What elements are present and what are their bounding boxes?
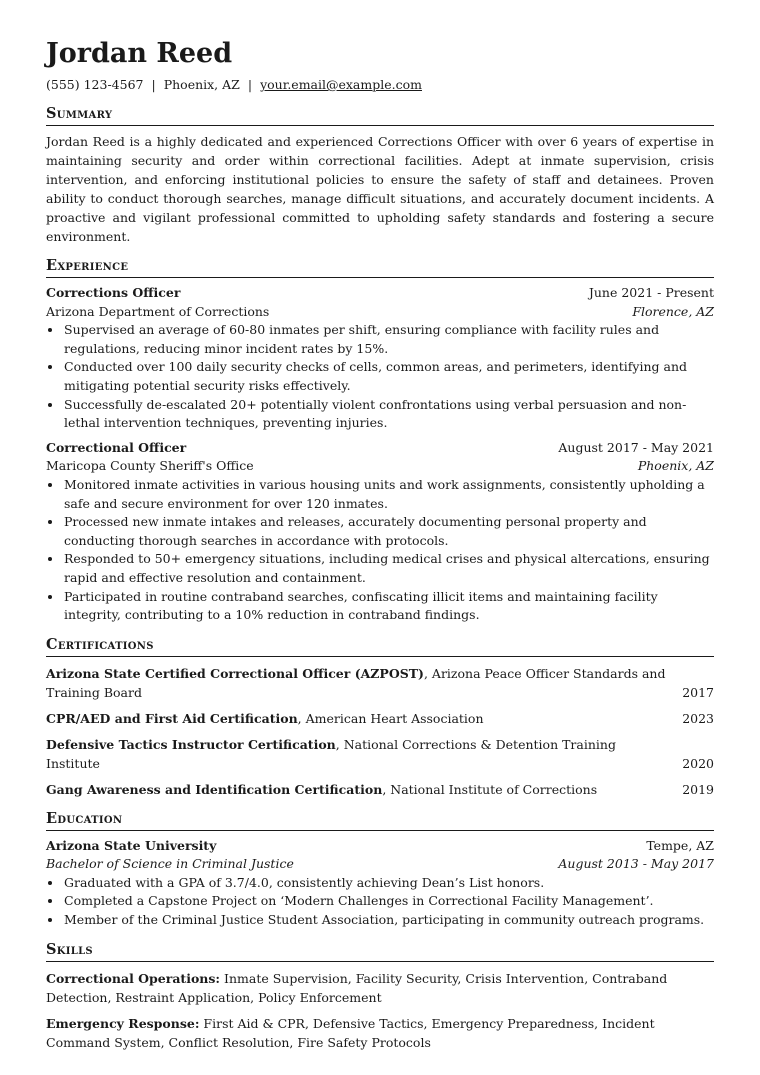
- section-title-experience: Experience: [46, 256, 714, 278]
- separator: |: [247, 77, 253, 92]
- bullet-item: • Member of the Criminal Justice Student Association, participating in community outreach programs.: [63, 911, 714, 930]
- job-dates: June 2021 - Present: [588, 285, 714, 300]
- job-organization: Maricopa County Sheriff's Office: [46, 458, 254, 474]
- skill-group: [46, 969, 714, 1007]
- phone-number: (555) 123-4567: [46, 77, 144, 92]
- degree: Bachelor of Science in Criminal Justice: [46, 856, 294, 872]
- certification-issuer: , Arizona Peace Officer Standards and Training Board: [46, 665, 666, 700]
- skill-group-label: Correctional Operations:: [46, 970, 221, 986]
- bullet-item: • Completed a Capstone Project on ‘Modern Challenges in Correctional Facility Management’.: [63, 892, 714, 911]
- section-title-education: Education: [46, 809, 714, 831]
- bullet-item: • Processed new inmate intakes and releases, accurately documenting personal property and conducting thorough searches in accordance with protocols.: [63, 513, 714, 550]
- school-name: Arizona State University: [46, 837, 217, 853]
- skill-group-text: First Aid & CPR, Defensive Tactics, Emergency Preparedness, Incident Command System, Conflict Resolution, Fire Safety Protocols: [46, 1015, 655, 1050]
- bullet-item: • Responded to 50+ emergency situations, including medical crises and physical altercations, ensuring rapid and effective resolution and containment.: [63, 550, 714, 587]
- bullet-item: • Conducted over 100 daily security checks of cells, common areas, and perimeters, identifying and mitigating potential security risks effectively.: [63, 358, 714, 395]
- section-title-skills: Skills: [46, 940, 714, 962]
- job-bullets: [46, 476, 714, 625]
- job-entry: [46, 284, 714, 433]
- certification-name: Gang Awareness and Identification Certification: [46, 781, 383, 797]
- certification-name: CPR/AED and First Aid Certification: [46, 710, 298, 726]
- certification-item: [46, 780, 714, 799]
- contact-line: [46, 76, 714, 94]
- education-dates: August 2013 - May 2017: [558, 856, 714, 872]
- certification-year: 2019: [682, 781, 714, 797]
- location: Phoenix, AZ: [163, 77, 240, 92]
- job-entry: [46, 439, 714, 625]
- job-role: Corrections Officer: [46, 285, 181, 300]
- skill-group-text: Inmate Supervision, Facility Security, Crisis Intervention, Contraband Detection, Restraint Application, Policy Enforcement: [46, 970, 668, 1005]
- email-link[interactable]: your.email@example.com: [260, 77, 422, 92]
- certification-item: [46, 664, 714, 702]
- education-bullets: [46, 874, 714, 930]
- education-entry: [46, 837, 714, 930]
- certification-issuer: , National Corrections & Detention Training Institute: [46, 736, 616, 771]
- job-bullets: [46, 321, 714, 433]
- section-title-certifications: Certifications: [46, 635, 714, 657]
- certification-item: [46, 735, 714, 773]
- certification-issuer: , American Heart Association: [297, 710, 484, 726]
- job-role: Correctional Officer: [46, 439, 187, 455]
- candidate-name: Jordan Reed: [46, 38, 233, 69]
- job-location: Phoenix, AZ: [637, 458, 714, 474]
- certification-issuer: , National Institute of Corrections: [382, 781, 598, 797]
- job-location: Florence, AZ: [632, 303, 714, 319]
- certification-year: 2023: [682, 710, 714, 726]
- certification-year: 2020: [682, 755, 714, 771]
- bullet-item: • Supervised an average of 60-80 inmates per shift, ensuring compliance with facility rules and regulations, reducing minor incident rates by 15%.: [63, 321, 714, 358]
- bullet-item: • Successfully de-escalated 20+ potentially violent confrontations using verbal persuasion and non-lethal intervention techniques, preventing injuries.: [63, 396, 714, 433]
- bullet-item: • Monitored inmate activities in various housing units and work assignments, consistently upholding a safe and secure environment for over 120 inmates.: [63, 476, 714, 513]
- section-title-summary: Summary: [46, 104, 714, 126]
- certification-name: Defensive Tactics Instructor Certification: [46, 736, 336, 752]
- separator: |: [151, 77, 156, 92]
- bullet-item: • Graduated with a GPA of 3.7/4.0, consistently achieving Dean’s List honors.: [63, 874, 714, 893]
- certification-item: [46, 709, 714, 728]
- job-dates: August 2017 - May 2021: [558, 439, 714, 455]
- summary-text: Jordan Reed is a highly dedicated and experienced Corrections Officer with over 6 years of expertise in maintaining security and order within correctional facilities. Adept at inmate supervision, crisis intervention, and enforcing institutional policies to ensure the safety of staff and detainees. Proven ability to conduct thorough searches, manage difficult situations, and accurately document incidents. A proactive and vigilant professional committed to upholding safety standards and fostering a secure environment.: [46, 134, 714, 244]
- job-organization: Arizona Department of Corrections: [46, 303, 270, 319]
- skill-group: [46, 1014, 714, 1052]
- skill-group-label: Emergency Response:: [46, 1015, 200, 1031]
- bullet-item: • Participated in routine contraband searches, confiscating illicit items and maintaining facility integrity, contributing to a 10% reduction in contraband findings.: [63, 588, 714, 625]
- certification-year: 2017: [682, 684, 714, 700]
- school-location: Tempe, AZ: [646, 837, 714, 853]
- certification-name: Arizona State Certified Correctional Officer (AZPOST): [46, 665, 424, 681]
